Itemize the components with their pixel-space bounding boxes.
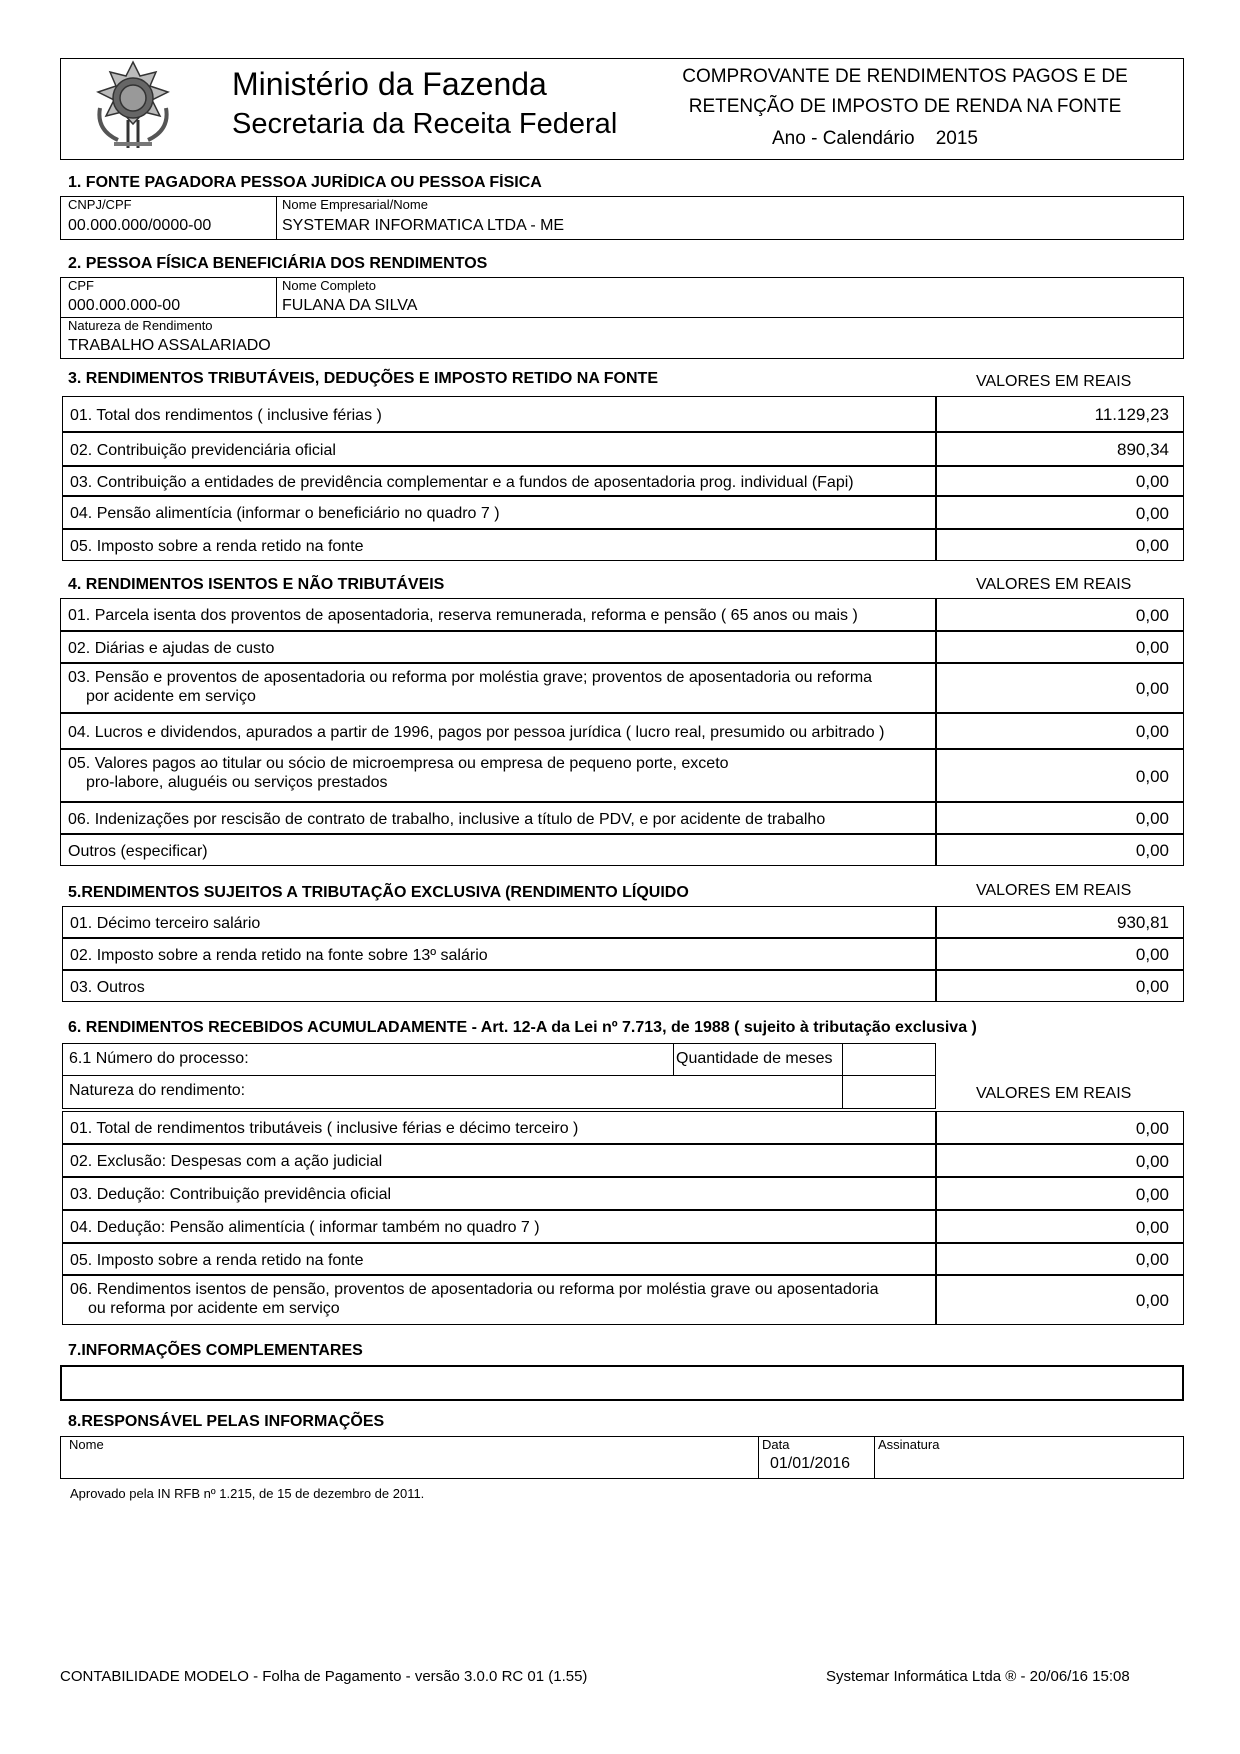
income-row-value: 0,00 bbox=[936, 834, 1184, 866]
income-row-label bbox=[62, 1111, 936, 1144]
company-name-value: SYSTEMAR INFORMATICA LTDA - ME bbox=[282, 217, 565, 234]
section-2-hline bbox=[60, 317, 1184, 318]
income-row-value: 930,81 bbox=[936, 906, 1184, 938]
doc-title-line2: RETENÇÃO DE IMPOSTO DE RENDA NA FONTE bbox=[688, 96, 1122, 117]
section-5-values-header: VALORES EM REAIS bbox=[976, 882, 1132, 899]
income-row-label bbox=[60, 598, 936, 631]
income-row-label bbox=[60, 834, 936, 866]
income-row-value: 0,00 bbox=[936, 1275, 1184, 1325]
company-name-label: Nome Empresarial/Nome bbox=[282, 197, 428, 212]
approval-note: Aprovado pela IN RFB nº 1.215, de 15 de dezembro de 2011. bbox=[70, 1486, 425, 1501]
income-row-text-line2: ou reforma por acidente em serviço bbox=[88, 1300, 340, 1317]
income-row-text: 03. Contribuição a entidades de previdência complementar e a fundos de aposentadoria prog. individual (Fapi) bbox=[70, 474, 854, 491]
section-8-vline-a bbox=[758, 1436, 759, 1479]
complementary-info-box bbox=[60, 1365, 1184, 1401]
income-row-text: 06. Indenizações por rescisão de contrato de trabalho, inclusive a título de PDV, e por acidente de trabalho bbox=[68, 811, 826, 828]
income-row-text: 02. Contribuição previdenciária oficial bbox=[70, 442, 336, 459]
income-row-value: 0,00 bbox=[936, 529, 1184, 561]
date-label: Data bbox=[762, 1437, 790, 1452]
date-value: 01/01/2016 bbox=[770, 1455, 851, 1472]
section-8-box bbox=[60, 1436, 1184, 1479]
months-quantity-label: Quantidade de meses bbox=[676, 1050, 833, 1067]
income-row-value: 0,00 bbox=[936, 1144, 1184, 1177]
section-1-title: 1. FONTE PAGADORA PESSOA JURÍDICA OU PESSOA FÍSICA bbox=[68, 174, 542, 191]
income-row-text: 04. Pensão alimentícia (informar o beneficiário no quadro 7 ) bbox=[70, 505, 500, 522]
section-5-title: 5.RENDIMENTOS SUJEITOS A TRIBUTAÇÃO EXCLUSIVA (RENDIMENTO LÍQUIDO bbox=[68, 884, 689, 901]
cnpj-label: CNPJ/CPF bbox=[68, 197, 132, 212]
section-3-values-header: VALORES EM REAIS bbox=[976, 373, 1132, 390]
section-4-values-header: VALORES EM REAIS bbox=[976, 576, 1132, 593]
section-7-title: 7.INFORMAÇÕES COMPLEMENTARES bbox=[68, 1342, 363, 1359]
section-8-title: 8.RESPONSÁVEL PELAS INFORMAÇÕES bbox=[68, 1413, 385, 1430]
income-row-label bbox=[60, 713, 936, 749]
income-row-label bbox=[62, 396, 936, 432]
income-nature-value: TRABALHO ASSALARIADO bbox=[68, 337, 271, 354]
income-row-text-line2: pro-labore, aluguéis ou serviços prestados bbox=[86, 774, 388, 791]
income-row-value: 0,00 bbox=[936, 1111, 1184, 1144]
section-6-title: 6. RENDIMENTOS RECEBIDOS ACUMULADAMENTE - Art. 12-A da Lei nº 7.713, de 1988 ( sujeito à tributação exclusiva ) bbox=[68, 1019, 977, 1036]
income-row-label bbox=[62, 496, 936, 529]
cnpj-value: 00.000.000/0000-00 bbox=[68, 217, 212, 234]
income-row-text: 05. Imposto sobre a renda retido na fonte bbox=[70, 1252, 364, 1269]
secretariat-title: Secretaria da Receita Federal bbox=[232, 108, 618, 140]
income-row-text: 01. Total dos rendimentos ( inclusive férias ) bbox=[70, 407, 382, 424]
income-row-value: 0,00 bbox=[936, 631, 1184, 663]
section-1-box bbox=[60, 196, 1184, 240]
income-row-text: 05. Imposto sobre a renda retido na fonte bbox=[70, 538, 364, 555]
income-row-value: 11.129,23 bbox=[936, 396, 1184, 432]
income-row-value: 0,00 bbox=[936, 1177, 1184, 1210]
section-6-vline-a bbox=[673, 1043, 674, 1075]
process-number-label: 6.1 Número do processo: bbox=[69, 1050, 249, 1067]
income-row-value: 0,00 bbox=[936, 713, 1184, 749]
year-label-text: Ano - Calendário bbox=[772, 128, 915, 149]
income-row-label bbox=[60, 749, 936, 802]
income-row-label bbox=[62, 1177, 936, 1210]
year-label bbox=[772, 128, 978, 150]
section-2-divider bbox=[276, 277, 277, 317]
income-row-label bbox=[62, 529, 936, 561]
income-row-label bbox=[62, 906, 936, 938]
coat-of-arms-icon bbox=[88, 58, 178, 154]
income-row-label bbox=[60, 802, 936, 834]
income-row-label bbox=[62, 970, 936, 1002]
section-4-title: 4. RENDIMENTOS ISENTOS E NÃO TRIBUTÁVEIS bbox=[68, 576, 445, 593]
income-row-value: 0,00 bbox=[936, 802, 1184, 834]
income-row-value: 0,00 bbox=[936, 938, 1184, 970]
income-row-value: 0,00 bbox=[936, 466, 1184, 496]
signature-label: Assinatura bbox=[878, 1437, 940, 1452]
income-row-value: 0,00 bbox=[936, 663, 1184, 713]
income-row-value: 0,00 bbox=[936, 598, 1184, 631]
income-row-value: 0,00 bbox=[936, 970, 1184, 1002]
income-row-text: 02. Diárias e ajudas de custo bbox=[68, 640, 275, 657]
income-row-text: 04. Lucros e dividendos, apurados a partir de 1996, pagos por pessoa jurídica ( lucro real, presumido ou arbitrado ) bbox=[68, 724, 885, 741]
income-row-label bbox=[62, 466, 936, 496]
income-row-text: 03. Dedução: Contribuição previdência oficial bbox=[70, 1186, 392, 1203]
income-row-text-line2: por acidente em serviço bbox=[86, 688, 256, 705]
income-row-label bbox=[62, 1243, 936, 1275]
nature-income-label: Natureza do rendimento: bbox=[69, 1082, 246, 1099]
footer-right: Systemar Informática Ltda ® - 20/06/16 15:08 bbox=[826, 1668, 1130, 1685]
beneficiary-name-value: FULANA DA SILVA bbox=[282, 297, 418, 314]
cpf-label: CPF bbox=[68, 278, 94, 293]
section-2-title: 2. PESSOA FÍSICA BENEFICIÁRIA DOS RENDIMENTOS bbox=[68, 255, 488, 272]
year-value: 2015 bbox=[935, 128, 978, 149]
cpf-value: 000.000.000-00 bbox=[68, 297, 181, 314]
beneficiary-name-label: Nome Completo bbox=[282, 278, 376, 293]
income-row-value: 890,34 bbox=[936, 432, 1184, 466]
income-row-label bbox=[60, 631, 936, 663]
income-row-text: 06. Rendimentos isentos de pensão, proventos de aposentadoria ou reforma por moléstia grave ou aposentadoria bbox=[70, 1281, 879, 1298]
income-nature-label: Natureza de Rendimento bbox=[68, 318, 213, 333]
income-row-text: 03. Outros bbox=[70, 979, 145, 996]
section-6-vline-b bbox=[842, 1043, 843, 1109]
income-row-text: 01. Décimo terceiro salário bbox=[70, 915, 261, 932]
income-row-value: 0,00 bbox=[936, 1210, 1184, 1243]
responsible-name-label: Nome bbox=[69, 1437, 104, 1452]
doc-title-line1: COMPROVANTE DE RENDIMENTOS PAGOS E DE bbox=[682, 66, 1128, 87]
income-row-text: Outros (especificar) bbox=[68, 843, 208, 860]
footer-left: CONTABILIDADE MODELO - Folha de Pagamento - versão 3.0.0 RC 01 (1.55) bbox=[60, 1668, 588, 1685]
income-row-label bbox=[62, 938, 936, 970]
income-row-value: 0,00 bbox=[936, 1243, 1184, 1275]
section-1-divider bbox=[276, 196, 277, 240]
income-row-label bbox=[62, 1144, 936, 1177]
income-row-text: 04. Dedução: Pensão alimentícia ( informar também no quadro 7 ) bbox=[70, 1219, 540, 1236]
income-row-label bbox=[62, 1275, 936, 1325]
income-row-text: 03. Pensão e proventos de aposentadoria ou reforma por moléstia grave; proventos de aposentadoria ou reforma bbox=[68, 669, 873, 686]
income-row-text: 05. Valores pagos ao titular ou sócio de microempresa ou empresa de pequeno porte, exceto bbox=[68, 755, 729, 772]
income-row-value: 0,00 bbox=[936, 749, 1184, 802]
income-row-value: 0,00 bbox=[936, 496, 1184, 529]
income-row-text: 01. Total de rendimentos tributáveis ( inclusive férias e décimo terceiro ) bbox=[70, 1120, 579, 1137]
section-6-hline bbox=[62, 1075, 936, 1076]
section-3-title: 3. RENDIMENTOS TRIBUTÁVEIS, DEDUÇÕES E IMPOSTO RETIDO NA FONTE bbox=[68, 370, 658, 387]
ministry-title: Ministério da Fazenda bbox=[232, 66, 547, 102]
income-row-text: 01. Parcela isenta dos proventos de aposentadoria, reserva remunerada, reforma e pensão ( 65 anos ou mais ) bbox=[68, 607, 858, 624]
section-8-vline-b bbox=[874, 1436, 875, 1479]
section-6-values-header: VALORES EM REAIS bbox=[976, 1085, 1132, 1102]
income-row-label bbox=[62, 432, 936, 466]
income-row-text: 02. Imposto sobre a renda retido na fonte sobre 13º salário bbox=[70, 947, 488, 964]
income-row-label bbox=[60, 663, 936, 713]
income-row-text: 02. Exclusão: Despesas com a ação judicial bbox=[70, 1153, 383, 1170]
income-row-label bbox=[62, 1210, 936, 1243]
